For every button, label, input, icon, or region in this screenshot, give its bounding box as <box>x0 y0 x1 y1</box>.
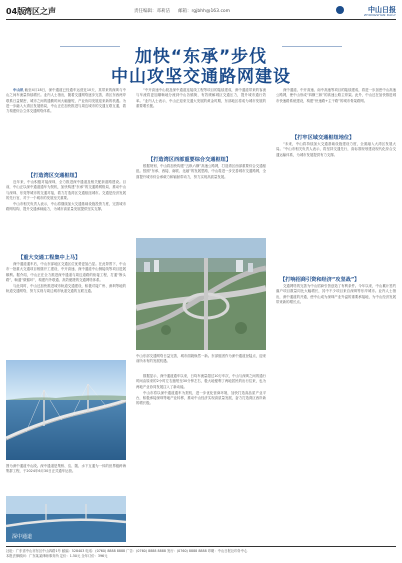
article-paragraph: 中山市相关负责人表示，中山将继续加大交通基础设施投资力度，完善城市路网结构，提升交通承载能力，为城市高质量发展提供坚实支撑。 <box>6 202 126 212</box>
page-footer <box>6 546 396 558</box>
bridge-photo-2-label: 深中通道 <box>12 534 33 540</box>
article-paragraph: 与此同时，中山还加快推进城市轨道交通建设，积极对接广州、深圳等地的轨道交通网络，努力实现与周边城市轨道交通的互联互通。 <box>6 284 126 294</box>
headline-main: 加快“东承”步伐 <box>134 47 268 67</box>
bridge-photo-caption: 图为深中通道中山段。深中通道是集桥、岛、隧、水下互通为一体的世界级跨海集群工程，于2024年6月30日正式通车运营。 <box>6 464 126 473</box>
page-header <box>6 4 396 20</box>
interchange-photo-caption: 中山东部交通网络日益完善，城市面貌焕然一新。东部组团作为深中通道登陆点，迎来前所未有的发展机遇。 <box>136 354 266 363</box>
article-paragraph: 截至4月18日，深中通道已经通车运营近10天，其带来的深圳与中山之间车流量持续增长。业内人士指出，随着交通网络逐步完善，湾区东西两岸联系日益紧密，城市之间的通勤时间大幅缩短，产业协同发展迎来新的机遇。为进一步融入大湾区发展格局，中山正在加快推进与周边城市的交通互联互通，着力构建综合立体交通网络体系。 <box>6 88 126 114</box>
article-col1-top <box>6 88 126 168</box>
editor-email: 邮箱：rgjbhh@163.com <box>178 9 231 14</box>
logo-mark-icon <box>336 6 344 14</box>
article-col3-mid <box>276 142 396 272</box>
article-paragraph: 数据显示，深中通道通车以来，日均车流量超过10万车次，中山与深圳之间的通行时间由原来的2小时左右缩短至30分钟左右，极大地便利了两地居民的出行往来，也为两地产业协同发展注入了新动能。 <box>136 374 266 389</box>
article-paragraph: 中山市将以深中通道通车为契机，进一步优化营商环境，加快打造高品质产业平台，积极承接深圳等地产业转移，推动中山经济实现高质量发展，奋力打造湾区西岸新的增长极。 <box>136 390 266 406</box>
article-col2-mid <box>136 164 266 234</box>
page-number: 04版 <box>6 7 26 16</box>
article-col3-top <box>276 88 396 130</box>
article-col2-bot <box>136 374 266 538</box>
article-paragraph: 深中通道、中开高速、南中高速等项目的陆续建成，将进一步加密中山高速公路网，使中山形成“四横三纵”的高速公路主骨架。此外，中山还在加快推进城市快速路系统建设，构建“快速路+主干路”的城市骨架路网。 <box>276 88 396 103</box>
subhead-west-hub: 【打造湾区西部重要综合交通枢纽】 <box>148 157 232 163</box>
footer-line: 本报法律顾问：广东某某律师事务所 定价：1.50元 全年订价：396元 <box>6 553 108 558</box>
article-paragraph: 深中通道通车后，中山东部地区交通区位优势更加凸显。在此背景下，中山市一批重大交通项目相继开工建设，中开高速、深中通道中山侧接线等项目进展顺利。据介绍，中山正在全力推进深中通道与周边道路的衔接工程，打通“断头路”，畅通“微循环”，构建内外联通、高效便捷的交通网络体系。 <box>6 262 126 282</box>
article-paragraph: 交通网络的完善为中山招商引资创造了有利条件。今年以来，中山累计签约落户项目数量同比大幅增长，其中不少项目来自深圳等东岸城市。业内人士指出，深中通道的开通，使中山成为深圳产业外溢的重要承接地，为中山经济发展带来新的增长点。 <box>276 284 396 304</box>
article-col1-mid <box>6 180 126 250</box>
article-paragraph: “中开高速中山段及深中通道连接线工程等项目的陆续建成，深中通道带来的客流与车流将更加顺畅地分流到中山各镇街，有效缓解城区交通压力，提升城市通行效率。”业内人士表示，中山正迎来交通大发展的黄金时期，东部地区将成为城市发展的重要增长极。 <box>136 88 266 108</box>
bridge-photo <box>6 360 126 460</box>
bridge-photo-2 <box>6 496 126 542</box>
article-col2-top <box>136 88 266 152</box>
subhead-regional-hub: 【打牢区域交通枢纽地位】 <box>292 135 355 141</box>
article-paragraph: 根据规划，中山将加快构建“五纵六横”高速公路网，打造湾区西部重要综合交通枢纽。按照“东承、西接、南联、北融”的发展思路，中山将进一步完善城市交通路网，全面提升城市综合承载力和辐射带动力，努力实现高质量发展。 <box>136 164 266 179</box>
interchange-photo <box>136 238 266 350</box>
newspaper-logo: 中山日报 <box>368 6 396 14</box>
bridge-photo-2-illustration <box>6 496 126 542</box>
newspaper-logo-sub: ZHONGSHAN DAILY <box>364 13 396 17</box>
headline-sub: 中山攻坚交通路网建设 <box>111 67 291 87</box>
article-col3-bot <box>276 284 396 538</box>
subhead-hub: 【打造湾区交通枢纽】 <box>28 173 80 179</box>
article-paragraph: “未来，中山将持续加大交通基础设施建设力度，全面融入大湾区发展大局。”中山市相关负责人表示，将坚持交通先行，高标准规划建设现代化综合交通运输体系，为城市发展提供有力支撑。 <box>276 142 396 157</box>
article-col1-bot <box>6 262 126 358</box>
footer-line: 社址：广东省中山市东区中山四路1号 邮编：528403 电话：(0760) 8888 8888 广告：(0760) 8888 8888 发行：(0760) 8888 8888 印刷：中山日报社印务中心 <box>6 549 248 553</box>
article-paragraph: 近年来，中山积极对接深圳，全力推进深中通道及相关配套道路建设。目前，中山正以深中通道通车为契机，加快构建“东承”的交通路网格局，推动中山与深圳、东莞等城市的交通对接，着力打造湾区交通枢纽城市。交通是经济发展的先行官，对于一个城市的发展至关重要。 <box>6 180 126 200</box>
interchange-photo-illustration <box>136 238 266 350</box>
article-lead: 中山讯 <box>13 88 24 92</box>
subhead-investment: 【打响招商引资和经济“攻坚战”】 <box>280 277 360 283</box>
editor-credit: 责任编辑：邓莉洁 <box>134 9 170 14</box>
section-name: 湾区之声 <box>24 7 56 16</box>
subhead-projects: 【重大交通工程集中上马】 <box>18 255 81 261</box>
bridge-photo-illustration <box>6 360 126 460</box>
